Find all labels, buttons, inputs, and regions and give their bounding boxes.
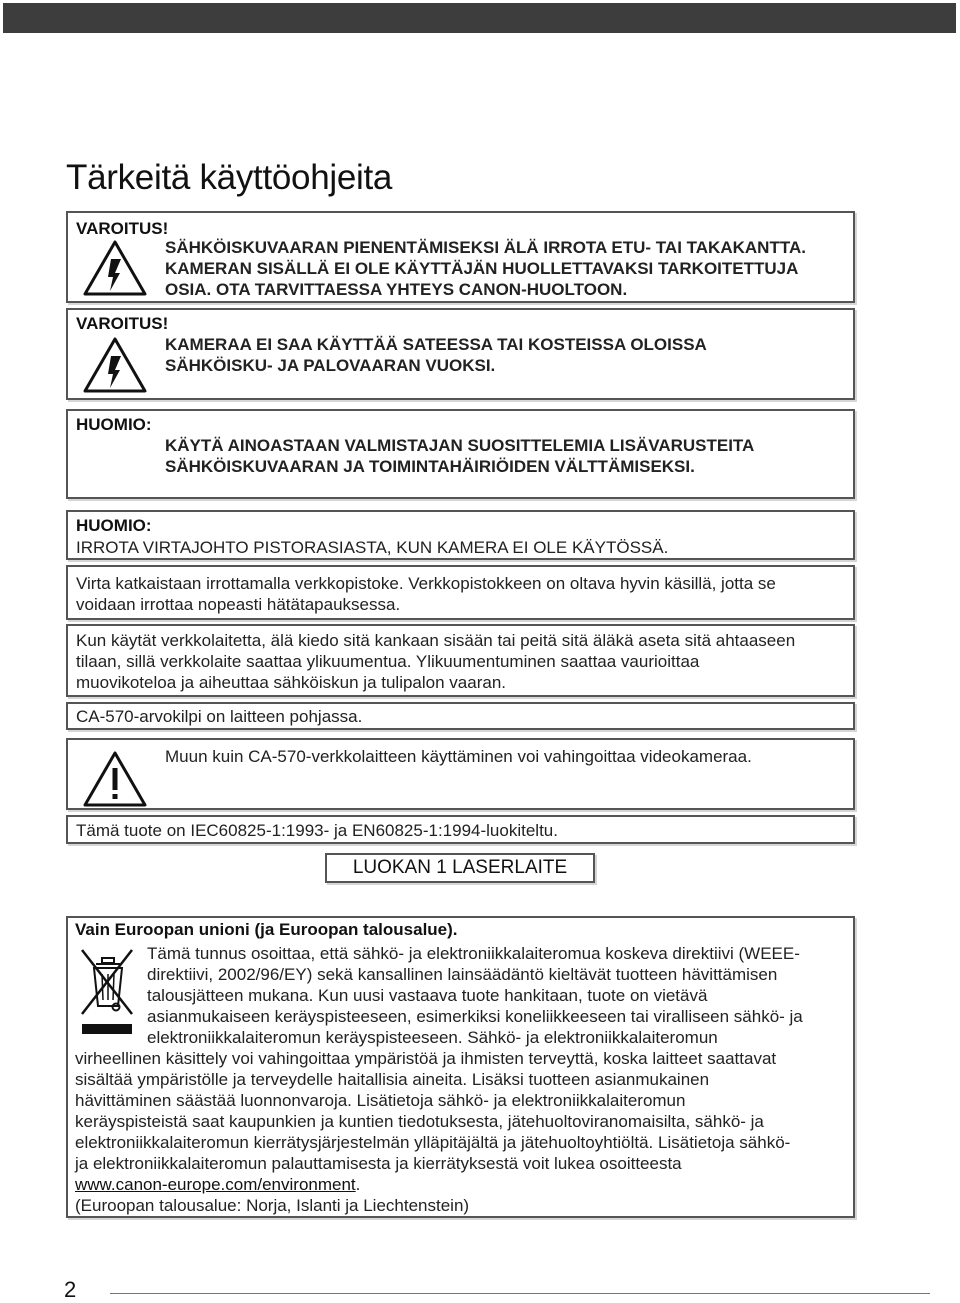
environment-link[interactable]: www.canon-europe.com/environment — [75, 1175, 356, 1194]
caution-label: HUOMIO: — [76, 415, 152, 434]
eu-text-line: hävittäminen säästää luonnonvaroja. Lisätietoja sähkö- ja elektroniikkalaiteromun — [75, 1091, 686, 1110]
eu-text-line: asianmukaiseen keräyspisteeseen, esimerkiksi koneliikkeeseen tai viralliseen sähkö- ja — [147, 1007, 803, 1026]
footer-divider — [110, 1293, 930, 1294]
caution-line: SÄHKÖISKUVAARAN JA TOIMINTAHÄIRIÖIDEN VÄLTTÄMISEKSI. — [165, 457, 695, 476]
warning-label: VAROITUS! — [76, 314, 169, 333]
warning-line: KAMERAA EI SAA KÄYTTÄÄ SATEESSA TAI KOSTEISSA OLOISSA — [165, 335, 707, 354]
caution-box-1 — [66, 409, 855, 499]
caution-box-2 — [66, 510, 855, 560]
eu-text-line: elektroniikkalaiteromun keräyspisteeseen. Sähkö- ja elektroniikkalaiteromun — [147, 1028, 718, 1047]
plug-line: Virta katkaistaan irrottamalla verkkopistoke. Verkkopistokkeen on oltava hyvin käsillä, jotta se — [76, 574, 776, 593]
other-adapter-text: Muun kuin CA-570-verkkolaitteen käyttäminen voi vahingoittaa videokameraa. — [165, 747, 752, 766]
eu-title: Vain Euroopan unioni (ja Euroopan talousalue). — [75, 920, 458, 939]
page-title: Tärkeitä käyttöohjeita — [66, 158, 393, 197]
adapter-line: muovikoteloa ja aiheuttaa sähköiskun ja tulipalon vaaran. — [76, 673, 506, 692]
laser-class-label: LUOKAN 1 LASERLAITE — [325, 853, 595, 883]
eu-text-line: talousjätteen mukana. Kun uusi vastaava tuote hankitaan, tuote on vietävä — [147, 986, 708, 1005]
eu-text-line: Tämä tunnus osoittaa, että sähkö- ja elektroniikkalaiteromua koskeva direktiivi (WEEE- — [147, 944, 800, 963]
other-adapter-box — [66, 738, 855, 810]
eu-text-line: elektroniikkalaiteromun kierrätysjärjestelmän ylläpitäjältä ja jätehuoltoyhtiöltä. Lisätietoja sähkö- — [75, 1133, 791, 1152]
standard-text: Tämä tuote on IEC60825-1:1993- ja EN60825-1:1994-luokiteltu. — [76, 821, 558, 840]
eu-footnote: (Euroopan talousalue: Norja, Islanti ja Liechtenstein) — [75, 1196, 470, 1215]
plug-box — [66, 565, 855, 620]
eu-text-line: sisältää ympäristölle ja terveydelle haitallisia aineita. Lisäksi tuotteen asianmukainen — [75, 1070, 710, 1089]
warning-line: OSIA. OTA TARVITTAESSA YHTEYS CANON-HUOLTOON. — [165, 280, 628, 299]
crossed-out-wheelie-bin-icon — [76, 944, 136, 1036]
warning-line: KAMERAN SISÄLLÄ EI OLE KÄYTTÄJÄN HUOLLETTAVAKSI TARKOITETTUJA — [165, 259, 799, 278]
lightning-warning-triangle-icon — [82, 336, 148, 394]
plug-line: voidaan irrottaa nopeasti hätätapauksessa. — [76, 595, 401, 614]
adapter-line: Kun käytät verkkolaitetta, älä kiedo sitä kankaan sisään tai peitä sitä äläkä aseta sitä ahtaaseen — [76, 631, 796, 650]
adapter-line: tilaan, sillä verkkolaite saattaa ylikuumentua. Ylikuumentuminen saattaa vaurioittaa — [76, 652, 700, 671]
lightning-warning-triangle-icon — [82, 239, 148, 297]
caution-text: IRROTA VIRTAJOHTO PISTORASIASTA, KUN KAMERA EI OLE KÄYTÖSSÄ. — [76, 538, 669, 557]
link-suffix: . — [355, 1175, 361, 1194]
eu-text-line: ja elektroniikkalaiteromun palauttamisesta ja kierrätyksestä voit lukea osoitteesta — [75, 1154, 682, 1173]
eu-text-line: direktiivi, 2002/96/EY) sekä kansallinen lainsäädäntö kieltävät tuotteen hävittämisen — [147, 965, 778, 984]
adapter-box — [66, 624, 855, 697]
plate-text: CA-570-arvokilpi on laitteen pohjassa. — [76, 707, 363, 726]
warning-label: VAROITUS! — [76, 219, 169, 238]
eu-text-line: keräyspisteistä saat kaupunkien ja kuntien tiedotuksesta, jätehuoltoviranomaisilta, sähkö- ja — [75, 1112, 764, 1131]
warning-box-2 — [66, 308, 855, 400]
exclamation-warning-triangle-icon — [82, 750, 148, 808]
standard-box — [66, 815, 855, 844]
plate-box — [66, 702, 855, 730]
warning-line: SÄHKÖISKU- JA PALOVAARAN VUOKSI. — [165, 356, 496, 375]
eu-text-line: virheellinen käsittely voi vahingoittaa ympäristöä ja ihmisten terveyttä, koska laitteet saattavat — [75, 1049, 777, 1068]
eu-link-line — [75, 1174, 360, 1195]
caution-label: HUOMIO: — [76, 516, 152, 535]
caution-line: KÄYTÄ AINOASTAAN VALMISTAJAN SUOSITTELEMIA LISÄVARUSTEITA — [165, 436, 755, 455]
warning-line: SÄHKÖISKUVAARAN PIENENTÄMISEKSI ÄLÄ IRROTA ETU- TAI TAKAKANTTA. — [165, 238, 806, 257]
header-bar — [3, 3, 956, 33]
page-number: 2 — [64, 1277, 77, 1302]
warning-box-1 — [66, 211, 855, 303]
